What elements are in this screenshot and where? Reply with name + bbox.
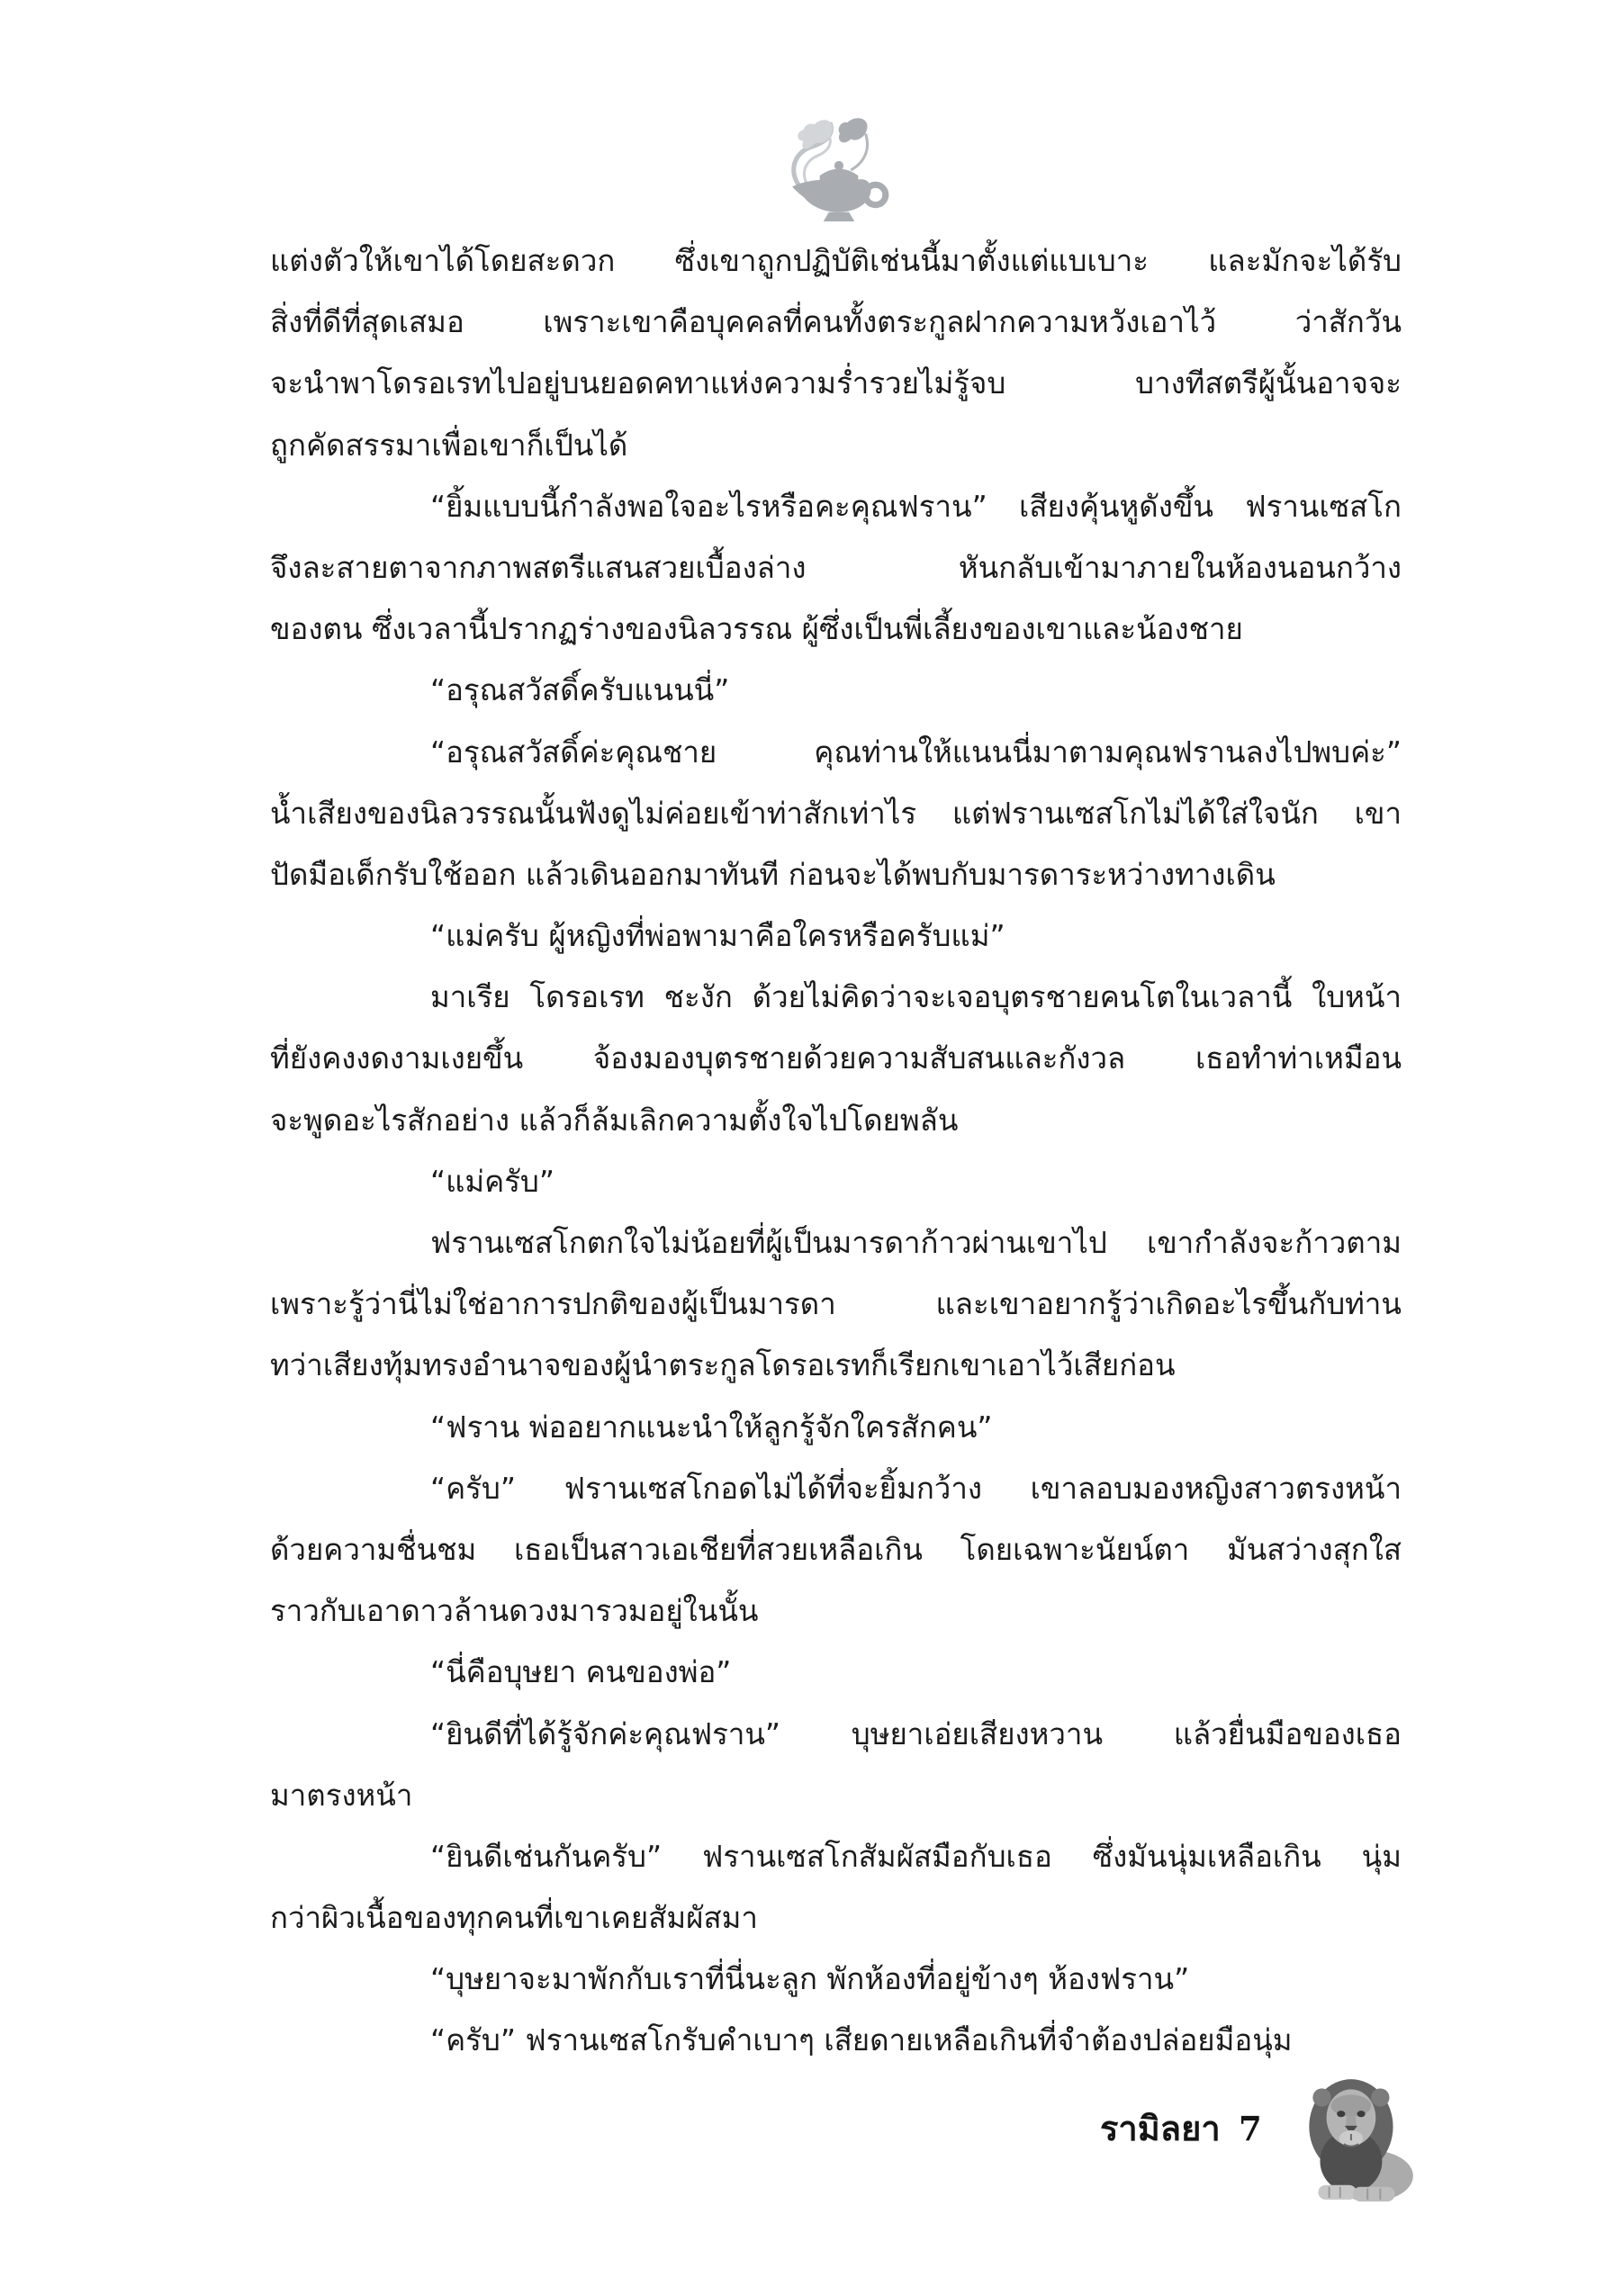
genie-lamp-icon xyxy=(787,110,891,223)
text-line: แต่งตัวให้เขาได้โดยสะดวก ซึ่งเขาถูกปฏิบัติเช่นนี้มาตั้งแต่แบเบาะ และมักจะได้รับ xyxy=(270,243,1402,278)
text-line: “นี่คือบุษยา คนของพ่อ” xyxy=(430,1654,732,1690)
text-line: ของตน ซึ่งเวลานี้ปรากฏร่างของนิลวรรณ ผู้ซึ่งเป็นพี่เลี้ยงของเขาและน้องชาย xyxy=(270,611,1243,647)
text-line: ถูกคัดสรรมาเพื่อเขาก็เป็นได้ xyxy=(270,427,628,463)
text-line: จึงละสายตาจากภาพสตรีแสนสวยเบื้องล่าง หันกลับเข้ามาภายในห้องนอนกว้าง xyxy=(270,549,1402,585)
text-line: ที่ยังคงงดงามเงยขึ้น จ้องมองบุตรชายด้วยความสับสนและกังวล เธอทำท่าเหมือน xyxy=(270,1040,1402,1076)
text-line: “บุษยาจะมาพักกับเราที่นี่นะลูก พักห้องที่อยู่ข้างๆ ห้องฟราน” xyxy=(430,1961,1190,1997)
text-line: กว่าผิวเนื้อของทุกคนที่เขาเคยสัมผัสมา xyxy=(270,1900,758,1936)
text-line: ทว่าเสียงทุ้มทรงอำนาจของผู้นำตระกูลโดรอเรทก็เรียกเขาเอาไว้เสียก่อน xyxy=(270,1347,1176,1383)
page-number: 7 xyxy=(1239,2109,1262,2148)
text-line: “ยิ้มแบบนี้กำลังพอใจอะไรหรือคะคุณฟราน” เสียงคุ้นหูดังขึ้น ฟรานเซสโก xyxy=(430,488,1402,524)
text-line: มาเรีย โดรอเรท ชะงัก ด้วยไม่คิดว่าจะเจอบุตรชายคนโตในเวลานี้ ใบหน้า xyxy=(430,979,1402,1015)
text-line: “ยินดีที่ได้รู้จักค่ะคุณฟราน” บุษยาเอ่ยเสียงหวาน แล้วยื่นมือของเธอ xyxy=(430,1715,1402,1751)
text-line: ฟรานเซสโกตกใจไม่น้อยที่ผู้เป็นมารดาก้าวผ่านเขาไป เขากำลังจะก้าวตาม xyxy=(430,1225,1402,1260)
text-line: “ครับ” ฟรานเซสโกรับคำเบาๆ เสียดายเหลือเกินที่จำต้องปล่อยมือนุ่ม xyxy=(430,2022,1293,2058)
text-line: “แม่ครับ” xyxy=(430,1163,555,1199)
text-line: “อรุณสวัสดิ์ค่ะคุณชาย คุณท่านให้แนนนี่มาตามคุณฟรานลงไปพบค่ะ” xyxy=(430,734,1402,770)
text-line: ปัดมือเด็กรับใช้ออก แล้วเดินออกมาทันที ก่อนจะได้พบกับมารดาระหว่างทางเดิน xyxy=(270,856,1276,892)
text-line: ด้วยความชื่นชม เธอเป็นสาวเอเชียที่สวยเหลือเกิน โดยเฉพาะนัยน์ตา มันสว่างสุกใส xyxy=(270,1531,1402,1567)
text-line: “แม่ครับ ผู้หญิงที่พ่อพามาคือใครหรือครับแม่” xyxy=(430,918,1005,954)
text-line: น้ำเสียงของนิลวรรณนั้นฟังดูไม่ค่อยเข้าท่าสักเท่าไร แต่ฟรานเซสโกไม่ได้ใส่ใจนัก เขา xyxy=(270,795,1402,831)
text-line: “ยินดีเช่นกันครับ” ฟรานเซสโกสัมผัสมือกับเธอ ซึ่งมันนุ่มเหลือเกิน นุ่ม xyxy=(430,1838,1402,1874)
text-line: มาตรงหน้า xyxy=(270,1777,413,1813)
book-title: รามิลยา xyxy=(1100,2108,1221,2148)
text-line: “อรุณสวัสดิ์ครับแนนนี่” xyxy=(430,672,730,708)
text-line: เพราะรู้ว่านี่ไม่ใช่อาการปกติของผู้เป็นมารดา และเขาอยากรู้ว่าเกิดอะไรขึ้นกับท่าน xyxy=(270,1286,1402,1322)
text-line: ราวกับเอาดาวล้านดวงมารวมอยู่ในนั้น xyxy=(270,1593,759,1629)
text-line: จะนำพาโดรอเรทไปอยู่บนยอดคทาแห่งความร่ำรวยไม่รู้จบ บางทีสตรีผู้นั้นอาจจะ xyxy=(270,365,1402,401)
text-line: “ฟราน พ่ออยากแนะนำให้ลูกรู้จักใครสักคน” xyxy=(430,1409,993,1445)
text-line: จะพูดอะไรสักอย่าง แล้วก็ล้มเลิกความตั้งใจไปโดยพลัน xyxy=(270,1102,959,1138)
text-line: “ครับ” ฟรานเซสโกอดไม่ได้ที่จะยิ้มกว้าง เขาลอบมองหญิงสาวตรงหน้า xyxy=(430,1470,1402,1506)
text-line: สิ่งที่ดีที่สุดเสมอ เพราะเขาคือบุคคลที่คนทั้งตระกูลฝากความหวังเอาไว้ ว่าสักวัน xyxy=(270,304,1402,340)
page-text xyxy=(270,230,1402,2072)
lion-icon xyxy=(1298,2066,1415,2205)
